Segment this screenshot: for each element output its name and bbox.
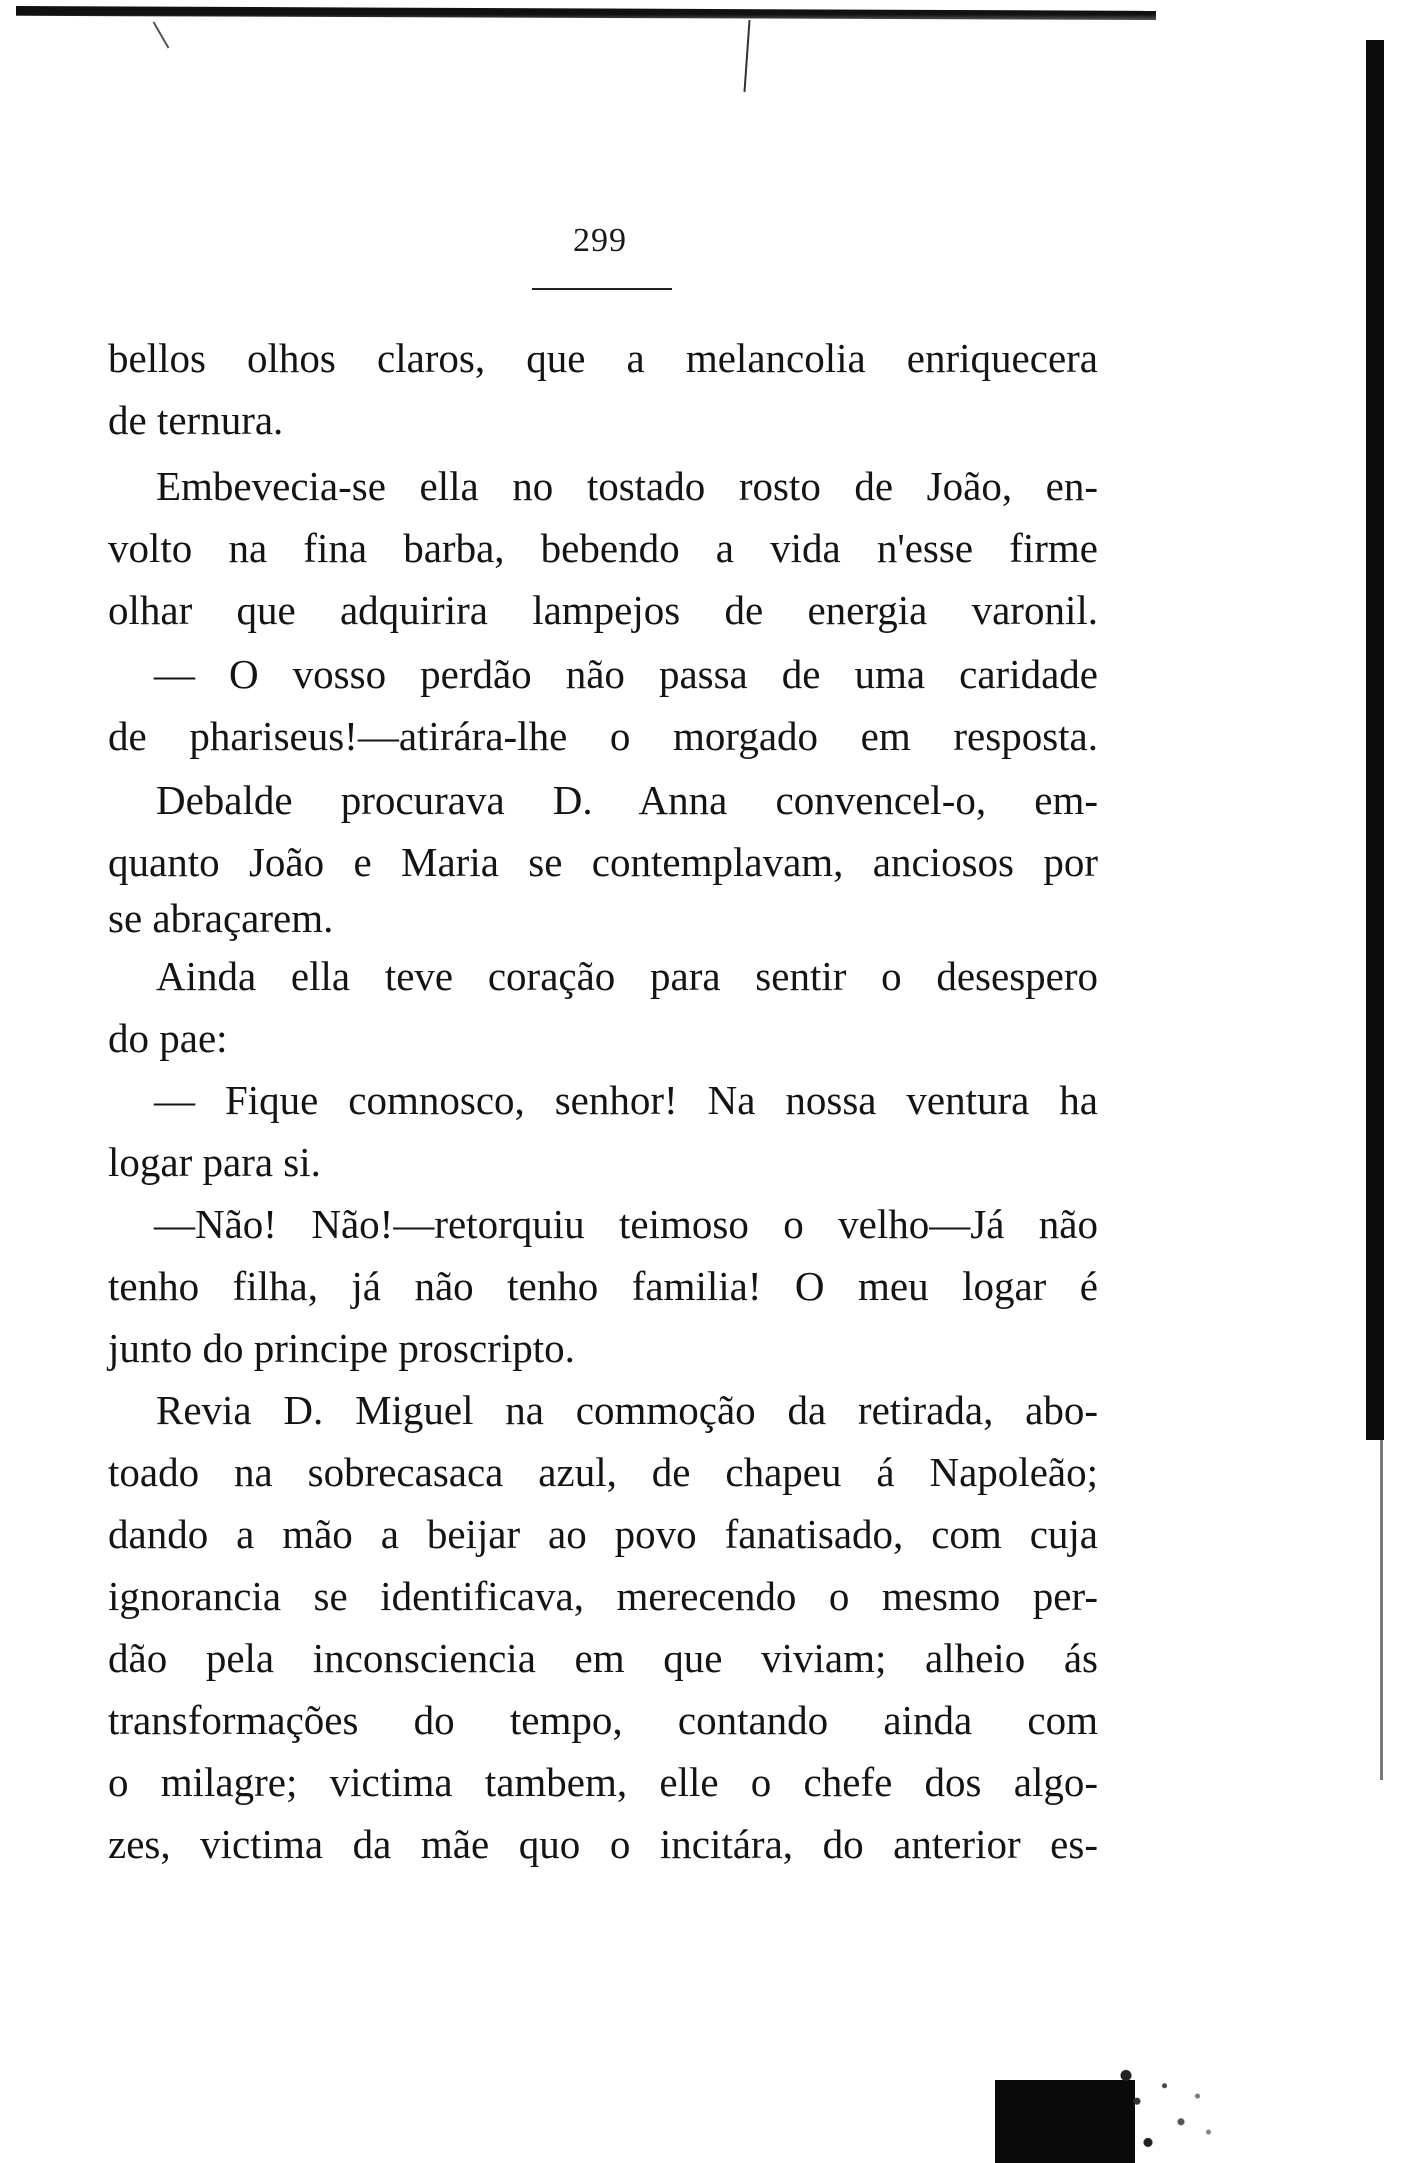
- text-line: dando a mão a beijar ao povo fanatisado, com cuja: [108, 1511, 1098, 1557]
- text-line: toado na sobrecasaca azul, de chapeu á Napoleão;: [108, 1449, 1098, 1495]
- text-line: volto na fina barba, bebendo a vida n'esse firme: [108, 525, 1098, 571]
- text-line: dão pela inconsciencia em que viviam; alheio ás: [108, 1635, 1098, 1681]
- text-line: quanto João e Maria se contemplavam, anciosos por: [108, 839, 1098, 885]
- text-line: ignorancia se identificava, merecendo o mesmo per-: [108, 1573, 1098, 1619]
- text-line: Debalde procurava D. Anna convencel-o, em-: [156, 777, 1098, 823]
- text-line: — Fique comnosco, senhor! Na nossa ventura ha: [154, 1077, 1098, 1123]
- text-line: zes, victima da mãe quo o incitára, do anterior es-: [108, 1821, 1098, 1867]
- text-line: de ternura.: [108, 397, 284, 443]
- text-line: —Não! Não!—retorquiu teimoso o velho—Já não: [154, 1201, 1098, 1247]
- text-line: transformações do tempo, contando ainda com: [108, 1697, 1098, 1743]
- ink-blot-spray: [1115, 2060, 1225, 2163]
- text-line: Ainda ella teve coração para sentir o desespero: [156, 953, 1098, 999]
- text-line: Revia D. Miguel na commoção da retirada, abo-: [156, 1387, 1098, 1433]
- page-number: 299: [573, 222, 627, 259]
- text-line: o milagre; victima tambem, elle o chefe dos algo-: [108, 1759, 1098, 1805]
- text-line: Embevecia-se ella no tostado rosto de João, en-: [156, 463, 1098, 509]
- text-line: olhar que adquirira lampejos de energia varonil.: [108, 587, 1098, 633]
- ink-blot-core: [995, 2080, 1135, 2163]
- ink-blot-mark: [995, 2060, 1225, 2163]
- text-line: tenho filha, já não tenho familia! O meu logar é: [108, 1263, 1098, 1309]
- text-line: junto do principe proscripto.: [108, 1325, 575, 1371]
- text-line: se abraçarem.: [108, 895, 334, 941]
- text-line: do pae:: [108, 1015, 228, 1061]
- text-line: de phariseus!—atirára-lhe o morgado em resposta.: [108, 713, 1098, 759]
- text-line: — O vosso perdão não passa de uma caridade: [154, 651, 1098, 697]
- text-line: logar para si.: [108, 1139, 321, 1185]
- text-line: bellos olhos claros, que a melancolia enriquecera: [108, 335, 1098, 381]
